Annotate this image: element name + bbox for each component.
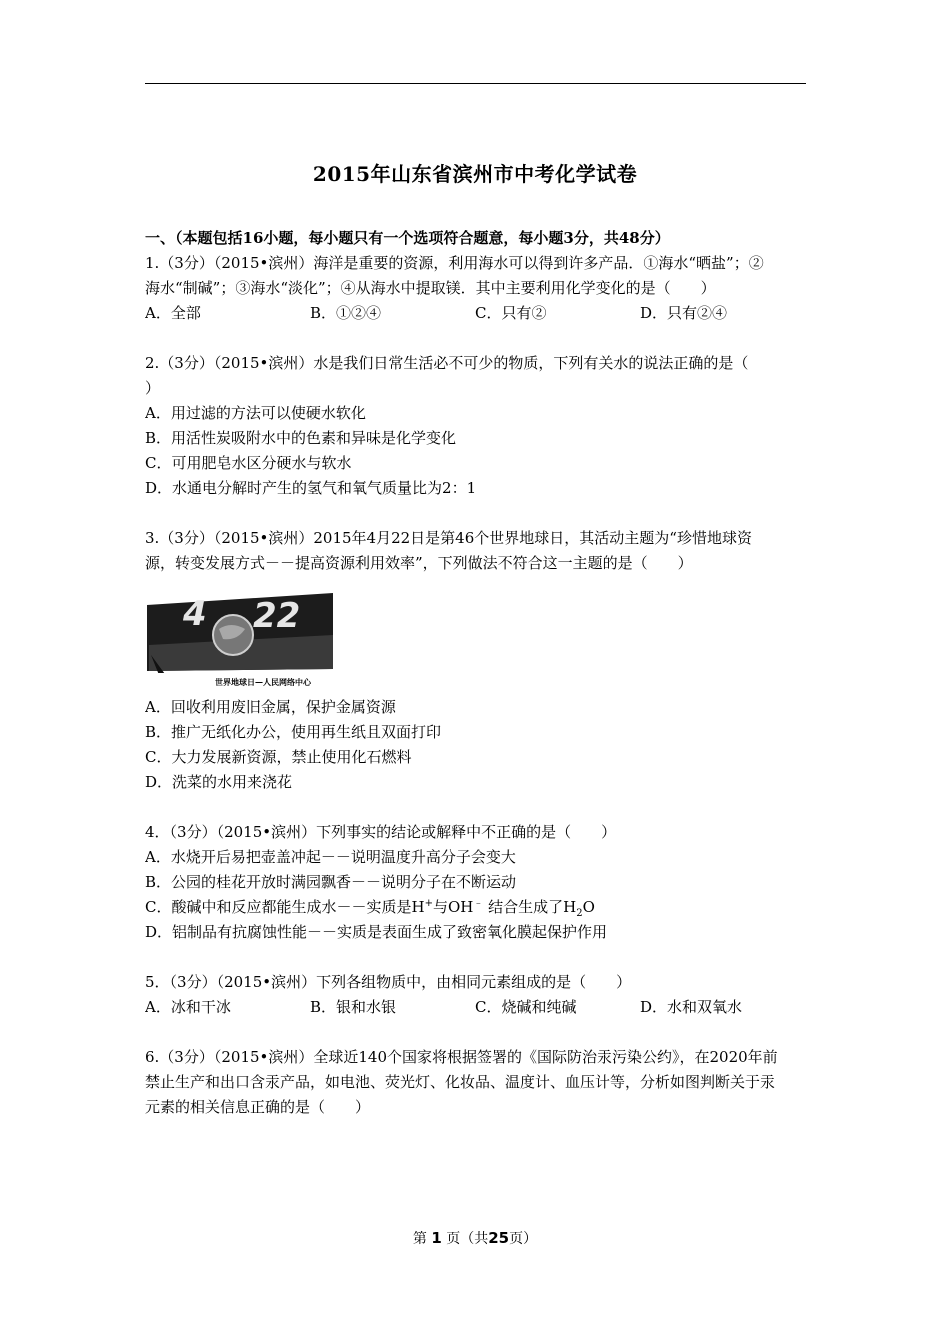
q3-option-b: B．推广无纸化办公，使用再生纸且双面打印 [145,723,442,741]
q5-stem: 5．（3分）（2015•滨州）下列各组物质中，由相同元素组成的是（ ） [145,973,632,991]
q2-stem-line1: 2.（3分）（2015•滨州）水是我们日常生活必不可少的物质，下列有关水的说法正确的是（ [145,354,749,372]
q1-option-a: A．全部 [145,304,201,322]
q1-option-c: C．只有② [475,304,547,322]
page-title: 2015年山东省滨州市中考化学试卷 [312,162,638,186]
svg-text:22: 22 [253,596,301,636]
q4-option-b: B．公园的桂花开放时满园飘香－－说明分子在不断运动 [145,873,517,891]
q3-option-d: D．洗菜的水用来浇花 [145,773,293,791]
q1-stem-line2: 海水“制碱”；③海水“淡化”；④从海水中提取镁．其中主要利用化学变化的是（ ） [145,279,716,297]
q5-option-d: D．水和双氧水 [640,998,743,1016]
q1-option-b: B．①②④ [310,304,382,322]
q1-option-d: D．只有②④ [640,304,728,322]
svg-text:4: 4 [183,594,207,634]
q3-stem-line1: 3.（3分）（2015•滨州）2015年4月22日是第46个世界地球日，其活动主题为“珍惜地球资 [145,529,752,547]
exam-content [145,226,806,1120]
page-total: 25 [488,1229,510,1247]
earth-day-caption: 世界地球日—人民网络中心 [215,677,311,687]
q3-option-a: A．回收利用废旧金属，保护金属资源 [145,698,396,716]
section-heading: 一、（本题包括16小题，每小题只有一个选项符合题意，每小题3分，共48分） [145,229,670,247]
q6-stem-line2: 禁止生产和出口含汞产品，如电池、荧光灯、化妆品、温度计、血压计等，分析如图判断关于汞 [145,1073,776,1091]
q5-option-b: B．银和水银 [310,998,397,1016]
q4-stem: 4．（3分）（2015•滨州）下列事实的结论或解释中不正确的是（ ） [145,823,617,841]
earth-day-image [145,585,335,689]
q6-stem-line3: 元素的相关信息正确的是（ ） [145,1098,371,1116]
earth-day-photo [145,585,335,689]
q5-options [145,995,806,1020]
q2-stem-line2: ） [145,379,161,397]
q2-option-c: C．可用肥皂水区分硬水与软水 [145,454,352,472]
q3-option-c: C．大力发展新资源，禁止使用化石燃料 [145,748,412,766]
q4-option-c: C．酸碱中和反应都能生成水－－实质是H+与OH﹣ 结合生成了$H_2O$ [145,898,595,919]
q1-stem-line1: 1.（3分）（2015•滨州）海洋是重要的资源，利用海水可以得到许多产品．①海水“晒盐”；② [145,254,764,272]
q5-option-c: C．烧碱和纯碱 [475,998,577,1016]
q2-option-a: A．用过滤的方法可以使硬水软化 [145,404,366,422]
q5-option-a: A．冰和干冰 [145,998,231,1016]
q2-option-d: D．水通电分解时产生的氢气和氧气质量比为2：1 [145,479,477,497]
q3-stem-line2: 源，转变发展方式－－提高资源利用效率”，下列做法不符合这一主题的是（ ） [145,554,693,572]
q2-option-b: B．用活性炭吸附水中的色素和异味是化学变化 [145,429,457,447]
page-footer: 第 1 页（共25页） [412,1229,538,1247]
page-number: 1 [431,1229,442,1247]
q6-stem-line1: 6.（3分）（2015•滨州）全球近140个国家将根据签署的《国际防治汞污染公约》，在2020年前 [145,1048,778,1066]
q4-option-a: A．水烧开后易把壶盖冲起－－说明温度升高分子会变大 [145,848,516,866]
q1-options [145,301,806,326]
q4-option-d: D．铝制品有抗腐蚀性能－－实质是表面生成了致密氧化膜起保护作用 [145,923,608,941]
header-rule [145,83,806,84]
